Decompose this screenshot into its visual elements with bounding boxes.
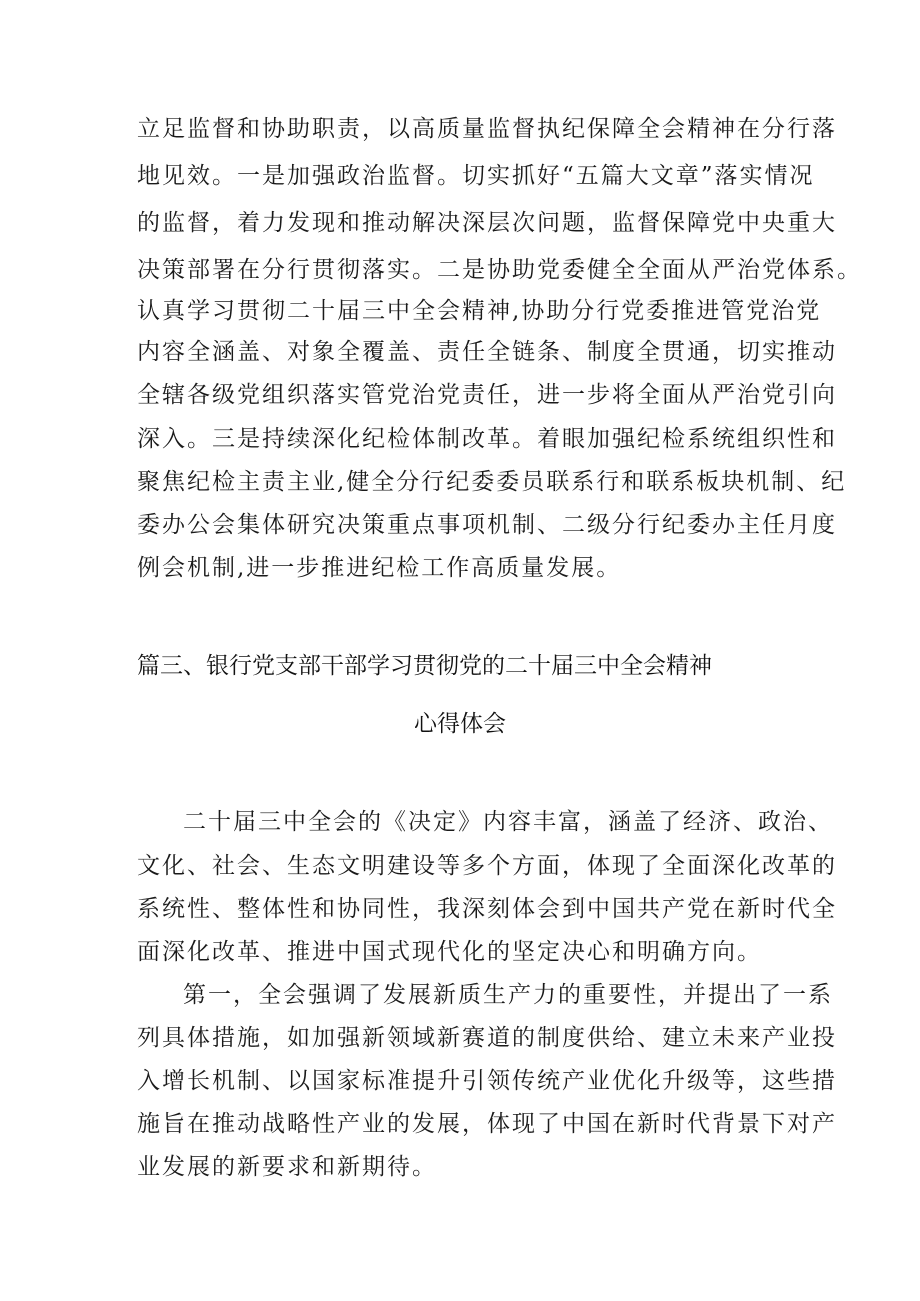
text-line: 地见效。一是加强政治监督。切实抓好“五篇大文章”落实情况 bbox=[137, 163, 815, 189]
text-line: 面深化改革、推进中国式现代化的坚定决心和明确方向。 bbox=[137, 939, 762, 965]
text-line: 业发展的新要求和新期待。 bbox=[137, 1154, 437, 1180]
text-line: 文化、社会、生态文明建设等多个方面，体现了全面深化改革的 bbox=[137, 853, 837, 879]
text-line: 入增长机制、以国家标准提升引领传统产业优化升级等，这些措 bbox=[137, 1068, 837, 1094]
text-line: 施旨在推动战略性产业的发展，体现了中国在新时代背景下对产 bbox=[137, 1111, 837, 1137]
section-title: 篇三、银行党支部干部学习贯彻党的二十届三中全会精神 bbox=[137, 653, 712, 679]
text-line: 聚焦纪检主责主业,健全分行纪委委员联系行和联系板块机制、纪 bbox=[137, 469, 847, 495]
text-line: 系统性、整体性和协同性，我深刻体会到中国共产党在新时代全 bbox=[137, 896, 837, 922]
text-line: 列具体措施，如加强新领域新赛道的制度供给、建立未来产业投 bbox=[137, 1025, 837, 1051]
text-line: 委办公会集体研究决策重点事项机制、二级分行纪委办主任月度 bbox=[137, 512, 837, 538]
text-line: 立足监督和协助职责，以高质量监督执纪保障全会精神在分行落 bbox=[137, 116, 837, 142]
text-line: 内容全涵盖、对象全覆盖、责任全链条、制度全贯通，切实推动 bbox=[137, 339, 837, 365]
text-line: 例会机制,进一步推进纪检工作高质量发展。 bbox=[137, 555, 622, 581]
text-line: 深入。三是持续深化纪检体制改革。着眼加强纪检系统组织性和 bbox=[137, 426, 837, 452]
text-line: 认真学习贯彻二十届三中全会精神,协助分行党委推进管党治党 bbox=[137, 298, 822, 324]
text-line: 二十届三中全会的《决定》内容丰富，涵盖了经济、政治、 bbox=[183, 809, 833, 835]
text-line: 的监督，着力发现和推动解决深层次问题，监督保障党中央重大 bbox=[137, 210, 837, 236]
text-line: 全辖各级党组织落实管党治党责任，进一步将全面从严治党引向 bbox=[137, 382, 837, 408]
section-subtitle: 心得体会 bbox=[414, 711, 506, 737]
text-line: 第一，全会强调了发展新质生产力的重要性，并提出了一系 bbox=[183, 982, 833, 1008]
text-line: 决策部署在分行贯彻落实。二是协助党委健全全面从严治党体系。 bbox=[137, 257, 862, 283]
